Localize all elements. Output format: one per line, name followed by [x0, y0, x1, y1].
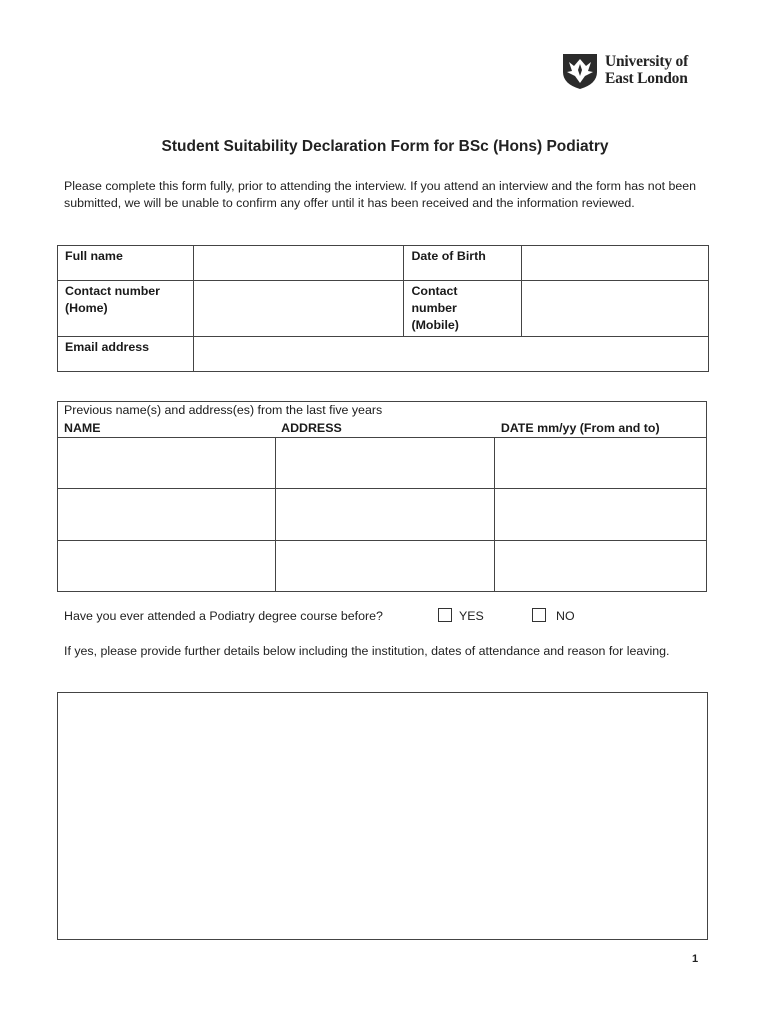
previous-caption: Previous name(s) and address(es) from the last five years: [58, 402, 707, 420]
header-address: ADDRESS: [275, 420, 495, 438]
contact-mobile-field[interactable]: [522, 281, 709, 337]
logo-line-2: East London: [605, 70, 688, 87]
phoenix-crest-icon: [561, 50, 599, 90]
page-title: Student Suitability Declaration Form for BSc (Hons) Podiatry: [161, 138, 609, 155]
contact-home-label: [58, 281, 194, 337]
date-cell[interactable]: [495, 541, 707, 592]
no-checkbox[interactable]: [532, 608, 546, 622]
previous-names-table: [57, 401, 707, 592]
personal-details-table: [57, 245, 709, 372]
address-cell[interactable]: [275, 438, 495, 489]
university-logo: [561, 50, 706, 90]
logo-wordmark: [605, 53, 688, 87]
contact-home-field[interactable]: [193, 281, 404, 337]
date-cell[interactable]: [495, 438, 707, 489]
page-number: 1: [692, 953, 699, 965]
full-name-field[interactable]: [193, 246, 404, 281]
podiatry-question: Have you ever attended a Podiatry degree course before?: [64, 609, 383, 623]
header-date: DATE mm/yy (From and to): [495, 420, 707, 438]
yes-label: YES: [459, 609, 484, 623]
contact-home-label-line: (Home): [65, 301, 108, 315]
name-cell[interactable]: [58, 438, 276, 489]
date-of-birth-label: Date of Birth: [404, 246, 522, 281]
address-cell[interactable]: [275, 541, 495, 592]
contact-mobile-label: [404, 281, 522, 337]
full-name-label: Full name: [58, 246, 194, 281]
table-row: [58, 541, 707, 592]
date-cell[interactable]: [495, 489, 707, 541]
email-label: Email address: [58, 337, 194, 372]
header-name: NAME: [58, 420, 276, 438]
logo-line-1: University of: [605, 53, 689, 70]
name-cell[interactable]: [58, 489, 276, 541]
yes-checkbox[interactable]: [438, 608, 452, 622]
contact-mobile-label-line: (Mobile): [411, 318, 459, 332]
address-cell[interactable]: [275, 489, 495, 541]
further-details-field[interactable]: [57, 692, 708, 940]
date-of-birth-field[interactable]: [522, 246, 709, 281]
contact-mobile-label-line: number: [411, 301, 457, 315]
contact-mobile-label-line: Contact: [411, 284, 458, 298]
table-row: [58, 438, 707, 489]
table-row: [58, 489, 707, 541]
name-cell[interactable]: [58, 541, 276, 592]
intro-paragraph: Please complete this form fully, prior to attending the interview. If you attend an interview and the form has not been submitted, we will be unable to confirm any offer until it has been received and the information reviewed.: [64, 179, 697, 210]
followup-instructions: If yes, please provide further details below including the institution, dates of attendance and reason for leaving.: [64, 644, 670, 658]
contact-home-label-line: Contact number: [65, 284, 160, 298]
email-field[interactable]: [193, 337, 708, 372]
no-label: NO: [556, 609, 575, 623]
